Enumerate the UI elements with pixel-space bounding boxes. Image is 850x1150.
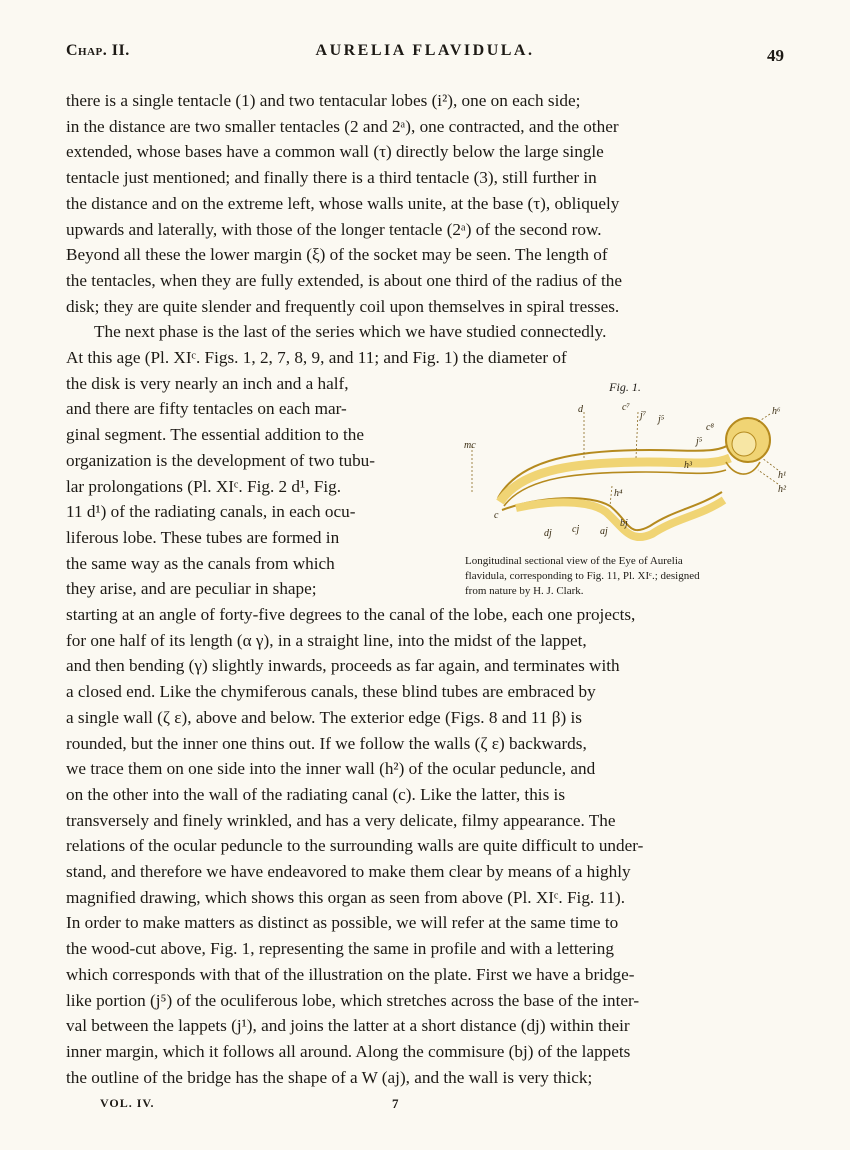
text-line: in the distance are two smaller tentacles (2 and 2ᵃ), one contracted, and the other <box>66 116 619 136</box>
peduncle-stalk <box>726 462 760 474</box>
woodcut-figure <box>455 378 795 598</box>
caption-line: from nature by H. J. Clark. <box>465 585 584 597</box>
eye-section-drawing <box>460 398 800 548</box>
text-line: a closed end. Like the chymiferous canals, these blind tubes are embraced by <box>66 682 596 702</box>
text-line: inner margin, which it follows all around. Along the commisure (bj) of the lappets <box>66 1041 631 1061</box>
text-line: disk; they are quite slender and frequently coil upon themselves in spiral tresses. <box>66 296 620 316</box>
leader-h1 <box>762 458 778 470</box>
text-line: Beyond all these the lower margin (ξ) of the socket may be seen. The length of <box>66 245 608 265</box>
paragraph-block-3 <box>66 602 786 1090</box>
text-line: tentacle just mentioned; and finally there is a third tentacle (3), still further in <box>66 168 597 188</box>
text-line: like portion (j⁵) of the oculiferous lobe, which stretches across the base of the inter- <box>66 990 640 1010</box>
fig-letter-h1: h¹ <box>778 470 786 481</box>
leader-h4 <box>610 486 612 506</box>
paragraph-block-1 <box>66 88 786 371</box>
text-line: for one half of its length (α γ), in a straight line, into the midst of the lappet, <box>66 630 587 650</box>
fig-letter-j5-lower: j⁵ <box>696 436 703 447</box>
page-footer <box>100 1096 784 1116</box>
text-line: they arise, and are peculiar in shape; <box>66 579 317 599</box>
fig-letter-h6: h⁶ <box>772 406 781 417</box>
fig-letter-cj: cj <box>572 524 580 535</box>
text-line: on the other into the wall of the radiating canal (c). Like the latter, this is <box>66 784 566 804</box>
figure-label: Fig. 1. <box>609 380 641 394</box>
text-line: transversely and finely wrinkled, and has a very delicate, filmy appearance. The <box>66 810 616 830</box>
text-line: In order to make matters as distinct as possible, we will refer at the same time to <box>66 913 619 933</box>
fig-letter-aj: aj <box>600 526 608 537</box>
text-line: starting at an angle of forty-five degrees to the canal of the lobe, each one projects, <box>66 605 636 624</box>
text-line: a single wall (ζ ε), above and below. The exterior edge (Figs. 8 and 11 β) is <box>66 707 582 727</box>
text-line: magnified drawing, which shows this organ as seen from above (Pl. XIᶜ. Fig. 11). <box>66 887 626 907</box>
text-line: relations of the ocular peduncle to the surrounding walls are quite difficult to under- <box>66 836 644 856</box>
text-line: the same way as the canals from which <box>66 553 335 573</box>
fig-letter-bj: bj <box>620 518 628 529</box>
text-line: The next phase is the last of the series which we have studied connectedly. <box>94 322 607 342</box>
text-line: rounded, but the inner one thins out. If we follow the walls (ζ ε) backwards, <box>66 733 587 753</box>
fig-letter-c7: c⁷ <box>622 402 630 413</box>
fig-letter-c: c <box>494 510 499 521</box>
caption-line: flavidula, corresponding to Fig. 11, Pl. XIᶜ.; designed <box>465 570 700 582</box>
fig-letter-h4: h⁴ <box>614 488 623 499</box>
text-line: upwards and laterally, with those of the longer tentacle (2ᵃ) of the second row. <box>66 219 602 239</box>
fig-letter-h3: h³ <box>684 460 692 471</box>
text-line: the disk is very nearly an inch and a half, <box>66 373 349 393</box>
fig-letter-j7: j⁷ <box>640 410 647 421</box>
fig-letter-h2: h² <box>778 484 786 495</box>
text-line: val between the lappets (j¹), and joins the latter at a short distance (dj) within their <box>66 1016 630 1036</box>
chapter-label: Chap. II. <box>66 42 130 59</box>
ocular-peduncle-inner <box>732 432 756 456</box>
text-line: 11 d¹) of the radiating canals, in each ocu- <box>66 502 356 522</box>
running-title: AURELIA FLAVIDULA. <box>315 42 535 59</box>
figure-caption <box>465 554 797 599</box>
text-line: the tentacles, when they are fully extended, is about one third of the radius of the <box>66 270 623 290</box>
running-header <box>66 42 784 66</box>
signature-mark: 7 <box>392 1096 399 1111</box>
text-line: the distance and on the extreme left, whose walls unite, at the base (τ), obliquely <box>66 193 620 213</box>
text-line: lar prolongations (Pl. XIᶜ. Fig. 2 d¹, Fig. <box>66 476 341 496</box>
text-line: we trace them on one side into the inner wall (h²) of the ocular peduncle, and <box>66 759 596 779</box>
text-line: extended, whose bases have a common wall (τ) directly below the large single <box>66 142 604 162</box>
fig-letter-dj: dj <box>544 528 552 539</box>
text-line: stand, and therefore we have endeavored to make them clear by means of a highly <box>66 862 631 882</box>
text-line: and then bending (γ) slightly inwards, proceeds as far again, and terminates with <box>66 656 620 676</box>
text-line: organization is the development of two tubu- <box>66 450 375 470</box>
text-line: and there are fifty tentacles on each mar- <box>66 399 347 419</box>
lower-lappet-curve <box>502 492 722 530</box>
text-line: At this age (Pl. XIᶜ. Figs. 1, 2, 7, 8, 9, and 11; and Fig. 1) the diameter of <box>66 348 567 368</box>
fig-letter-d: d <box>578 404 583 415</box>
text-line: the outline of the bridge has the shape of a W (aj), and the wall is very thick; <box>66 1067 593 1087</box>
paragraph-block-2 <box>66 371 448 602</box>
fig-letter-c8: c⁸ <box>706 422 714 433</box>
text-line: the wood-cut above, Fig. 1, representing the same in profile and with a lettering <box>66 939 614 959</box>
text-line: liferous lobe. These tubes are formed in <box>66 527 340 547</box>
text-line: which corresponds with that of the illustration on the plate. First we have a bridge- <box>66 964 635 984</box>
fig-letter-mc: mc <box>464 440 476 451</box>
volume-label: VOL. IV. <box>100 1096 155 1110</box>
leader-h2 <box>758 470 778 484</box>
page-number: 49 <box>767 46 784 65</box>
leader-h6 <box>758 414 770 422</box>
text-line: there is a single tentacle (1) and two tentacular lobes (i²), one on each side; <box>66 91 581 110</box>
caption-line: Longitudinal sectional view of the Eye of Aurelia <box>465 555 683 567</box>
fig-letter-j5-upper: j⁵ <box>658 414 665 425</box>
text-line: ginal segment. The essential addition to the <box>66 425 365 445</box>
